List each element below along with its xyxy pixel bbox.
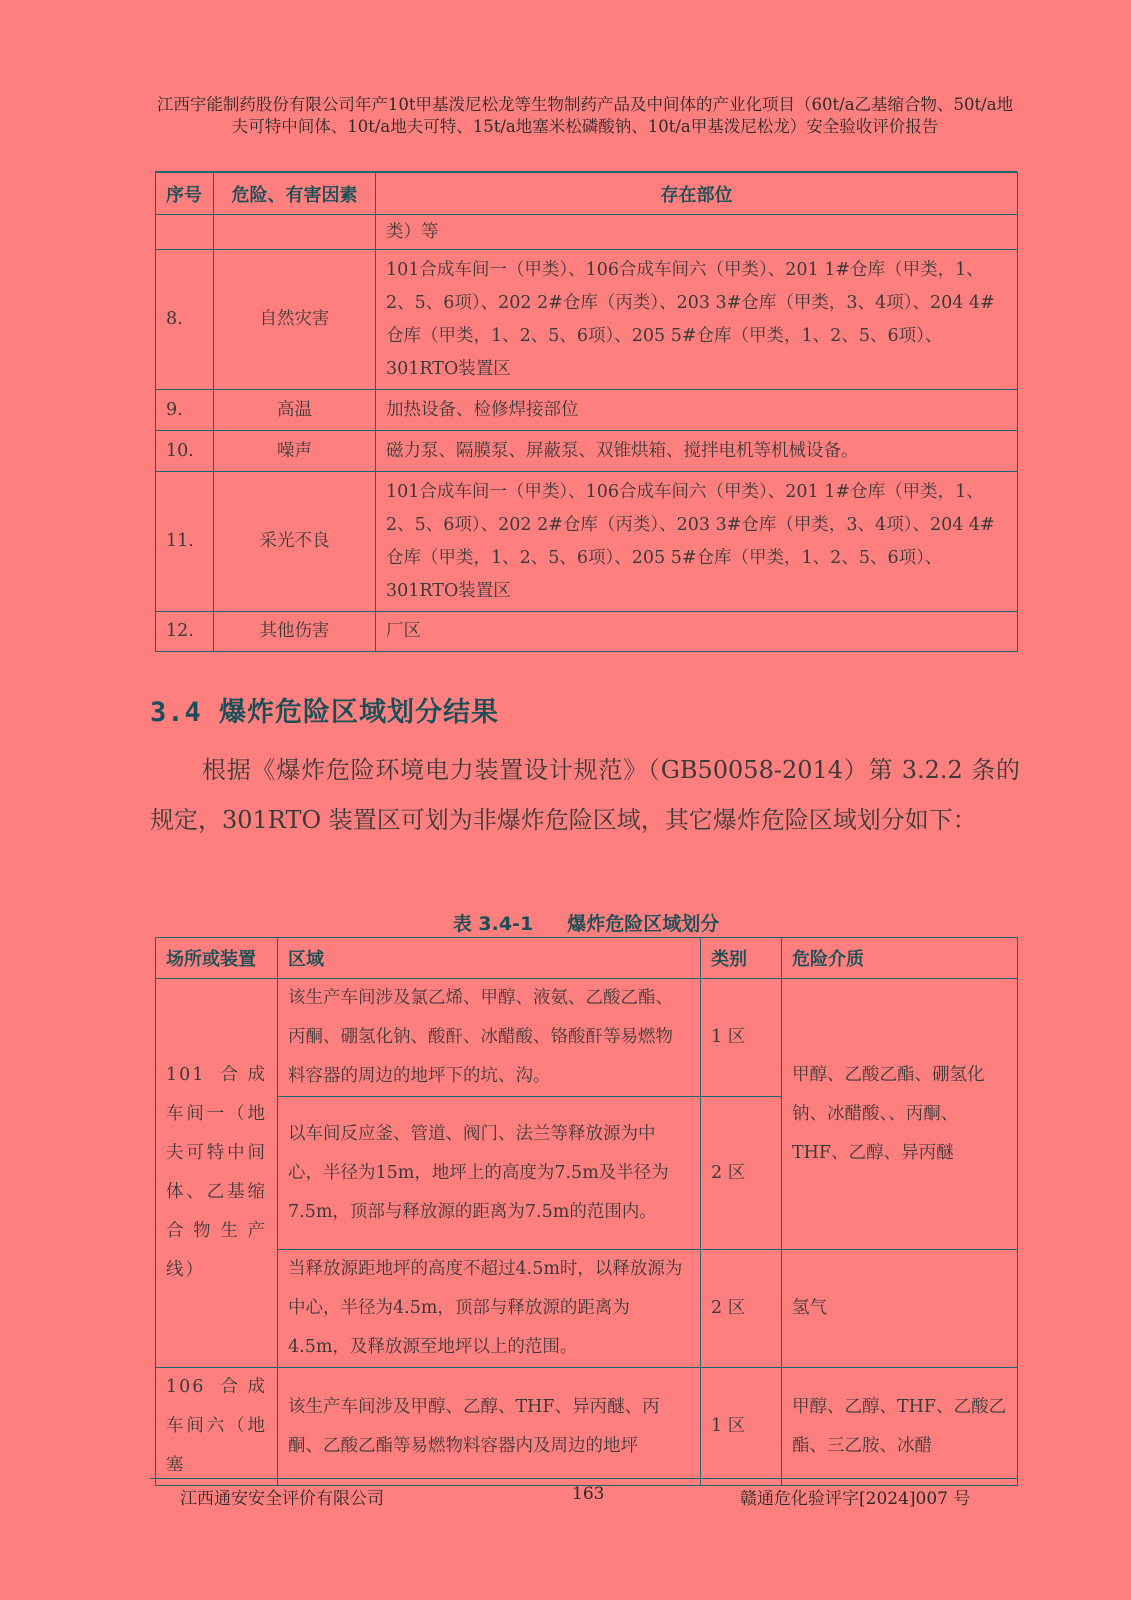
caption-title: 爆炸危险区域划分 (567, 913, 720, 935)
row-location: 类）等 (376, 215, 1018, 250)
table-row (156, 215, 1018, 250)
area-cell: 该生产车间涉及甲醇、乙醇、THF、异丙醚、丙酮、乙酸乙酯等易燃物料容器内及周边的地坪 (278, 1368, 701, 1486)
hazard-table (155, 172, 1018, 652)
media-cell: 甲醇、乙醇、THF、乙酸乙酯、三乙胺、冰醋 (782, 1368, 1018, 1486)
row-location: 101合成车间一（甲类）、106合成车间六（甲类）、201 1#仓库（甲类，1、2、5、6项）、202 2#仓库（丙类）、203 3#仓库（甲类，3、4项）、204 4#仓库（甲类，1、2、5、6项）、205 5#仓库（甲类，1、2、5、6项）、301RTO装置区 (376, 472, 1018, 612)
row-factor: 噪声 (214, 431, 376, 472)
table-row (156, 1368, 1018, 1486)
table-row (156, 612, 1018, 652)
page-number: 163 (572, 1484, 605, 1504)
row-factor: 高温 (214, 390, 376, 431)
row-no: 11. (156, 472, 214, 612)
table-row (156, 250, 1018, 390)
document-number: 赣通危化验评字[2024]007 号 (740, 1489, 971, 1509)
row-location: 厂区 (376, 612, 1018, 652)
body-paragraph: 根据《爆炸危险环境电力装置设计规范》（GB50058-2014）第 3.2.2 条的规定，301RTO 装置区可划为非爆炸危险区域，其它爆炸危险区域划分如下： (150, 756, 1020, 834)
class-cell: 2 区 (701, 1250, 782, 1368)
row-no: 8. (156, 250, 214, 390)
row-no: 10. (156, 431, 214, 472)
media-cell: 氢气 (782, 1250, 1018, 1368)
table-row (156, 1250, 1018, 1368)
class-cell: 1 区 (701, 1368, 782, 1486)
row-no: 9. (156, 390, 214, 431)
table-header-row (156, 938, 1018, 979)
area-cell: 当释放源距地坪的高度不超过4.5m时，以释放源为中心，半径为4.5m，顶部与释放源的距离为4.5m，及释放源至地坪以上的范围。 (278, 1250, 701, 1368)
section-title: 3.4 爆炸危险区域划分结果 (150, 697, 500, 728)
header-area: 区域 (278, 938, 701, 979)
header-no: 序号 (156, 173, 214, 215)
row-factor (214, 215, 376, 250)
class-cell: 1 区 (701, 979, 782, 1097)
row-location: 101合成车间一（甲类）、106合成车间六（甲类）、201 1#仓库（甲类，1、2、5、6项）、202 2#仓库（丙类）、203 3#仓库（甲类，3、4项）、204 4#仓库（甲类，1、2、5、6项）、205 5#仓库（甲类，1、2、5、6项）、301RTO装置区 (376, 250, 1018, 390)
zone-table (155, 937, 1018, 1486)
footer-company: 江西通安安全评价有限公司 (180, 1489, 384, 1509)
table-row (156, 472, 1018, 612)
table-row (156, 390, 1018, 431)
table-header-row (156, 173, 1018, 215)
footer-rule (150, 1478, 1018, 1479)
header-location: 存在部位 (376, 173, 1018, 215)
table-caption (155, 909, 1017, 936)
row-factor: 采光不良 (214, 472, 376, 612)
row-location: 加热设备、检修焊接部位 (376, 390, 1018, 431)
row-no (156, 215, 214, 250)
table-row (156, 431, 1018, 472)
row-factor: 自然灾害 (214, 250, 376, 390)
row-location: 磁力泵、隔膜泵、屏蔽泵、双锥烘箱、搅拌电机等机械设备。 (376, 431, 1018, 472)
header-factor: 危险、有害因素 (214, 173, 376, 215)
table-row (156, 979, 1018, 1097)
site-cell: 106 合成车间六（地塞 (156, 1368, 278, 1486)
header-site: 场所或装置 (156, 938, 278, 979)
header-media: 危险介质 (782, 938, 1018, 979)
row-no: 12. (156, 612, 214, 652)
header-class: 类别 (701, 938, 782, 979)
media-cell: 甲醇、乙酸乙酯、硼氢化钠、冰醋酸、、丙酮、THF、乙醇、异丙醚 (782, 979, 1018, 1250)
area-cell: 以车间反应釜、管道、阀门、法兰等释放源为中心，半径为15m，地坪上的高度为7.5m及半径为7.5m，顶部与释放源的距离为7.5m的范围内。 (278, 1097, 701, 1250)
page-header: 江西宇能制药股份有限公司年产10t甲基泼尼松龙等生物制药产品及中间体的产业化项目（60t/a乙基缩合物、50t/a地夫可特中间体、10t/a地夫可特、15t/a地塞米松磷酸钠、10t/a甲基泼尼松龙）安全验收评价报告 (156, 95, 1014, 136)
caption-number: 表 3.4-1 (452, 913, 534, 935)
class-cell: 2 区 (701, 1097, 782, 1250)
area-cell: 该生产车间涉及氯乙烯、甲醇、液氨、乙酸乙酯、丙酮、硼氢化钠、酸酐、冰醋酸、铬酸酐等易燃物料容器的周边的地坪下的坑、沟。 (278, 979, 701, 1097)
row-factor: 其他伤害 (214, 612, 376, 652)
site-cell: 101 合成车间一（地夫可特中间体、乙基缩合物生产线） (156, 979, 278, 1368)
